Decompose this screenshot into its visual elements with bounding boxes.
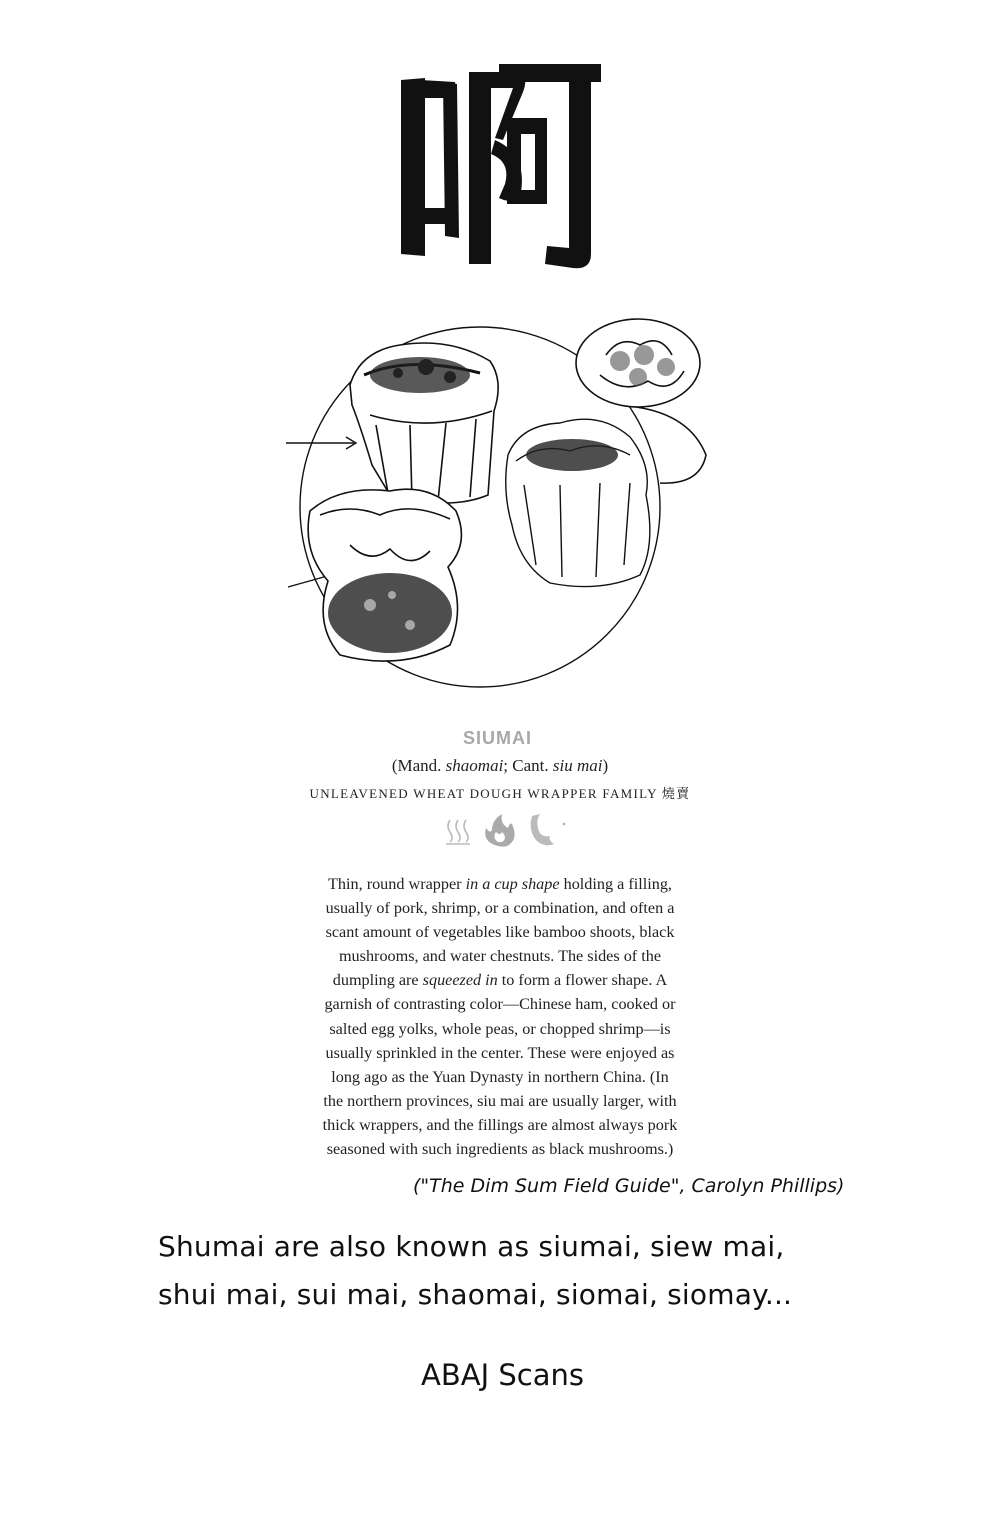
entry-title: SIUMAI xyxy=(463,728,532,748)
desc-line-7: salted egg yolks, whole peas, or chopped shrimp—is xyxy=(329,1019,671,1038)
entry-description xyxy=(280,872,720,1161)
desc-line-4: mushrooms, and water chestnuts. The sides of the xyxy=(338,947,662,966)
names-prefix: (Mand. xyxy=(391,756,446,775)
entry-names xyxy=(0,756,995,776)
desc-line-10: the northern provinces, siu mai are usually larger, with xyxy=(323,1091,677,1110)
scanlator-credit: ABAJ Scans xyxy=(421,1358,584,1392)
cooking-method-icons xyxy=(440,810,570,850)
family-label: UNLEAVENED WHEAT DOUGH WRAPPER FAMILY xyxy=(309,786,658,801)
desc-line-12: seasoned with such ingredients as black mushrooms.) xyxy=(326,1140,674,1159)
note-line-1: Shumai are also known as siumai, siew mai, xyxy=(158,1230,785,1263)
desc-line-8: usually sprinkled in the center. These were enjoyed as xyxy=(325,1043,675,1062)
desc-line-6: garnish of contrasting color—Chinese ham, cooked or xyxy=(324,995,676,1014)
citation: ("The Dim Sum Field Guide", Carolyn Phillips) xyxy=(413,1175,845,1197)
note-line-2: shui mai, sui mai, shaomai, siomai, siomay... xyxy=(158,1278,793,1311)
desc-line-5: dumpling are squeezed in to form a flower shape. A xyxy=(332,971,668,990)
steam-icon xyxy=(446,820,470,844)
desc-line-11: thick wrappers, and the fillings are almost always pork xyxy=(322,1115,678,1134)
entry-family xyxy=(0,783,995,802)
names-cantonese: siu mai xyxy=(552,756,603,775)
desc-line-9: long ago as the Yuan Dynasty in northern China. (In xyxy=(331,1067,669,1086)
chinese-character-logo-icon xyxy=(395,58,605,273)
shrimp-icon xyxy=(531,814,566,845)
names-suffix: ) xyxy=(602,756,609,775)
names-mid: ; Cant. xyxy=(503,756,553,775)
siumai-dumplings-drawing-icon xyxy=(280,315,720,695)
desc-line-1: Thin, round wrapper in a cup shape holding a filling, xyxy=(328,875,672,893)
desc-line-2: usually of pork, shrimp, or a combination, and often a xyxy=(325,899,675,918)
names-mandarin: shaomai xyxy=(445,756,504,775)
desc-line-3: scant amount of vegetables like bamboo shoots, black xyxy=(325,923,675,942)
family-chinese: 燒賣 xyxy=(661,786,691,801)
fire-icon xyxy=(485,814,514,847)
